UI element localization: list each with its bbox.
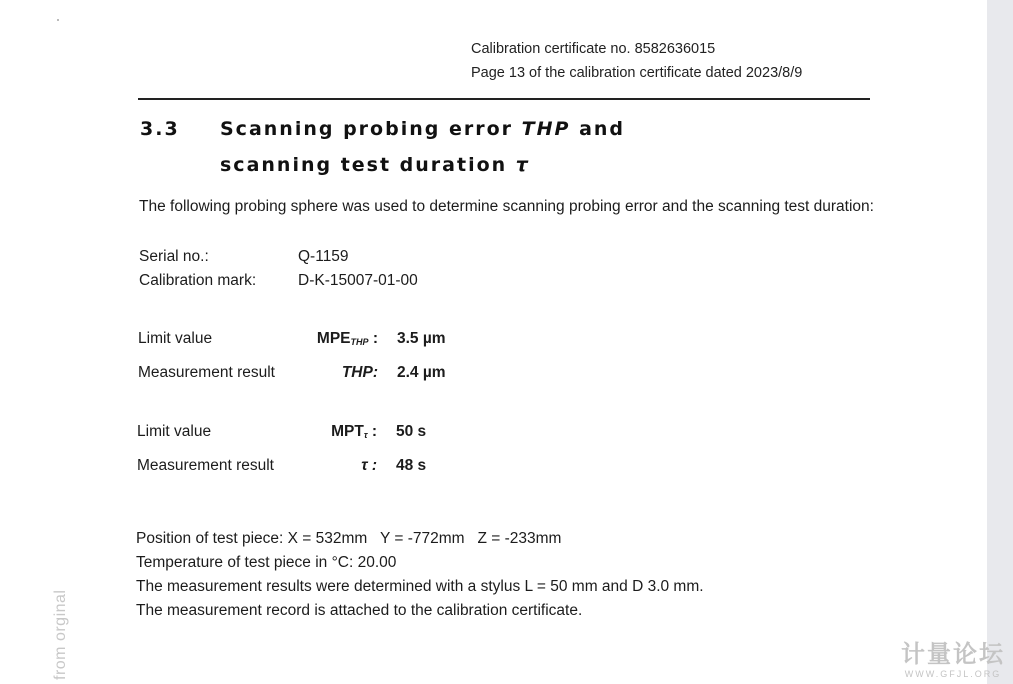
serial-value: Q-1159 [298, 248, 349, 265]
limit-value: 50 s [396, 423, 427, 440]
result-value: 48 s [396, 457, 427, 474]
section-title-line1 [220, 118, 625, 140]
header-divider [138, 98, 870, 100]
title-symbol: THP [521, 118, 571, 140]
page-info: Page 13 of the calibration certificate dated 2023/8/9 [471, 65, 803, 81]
result-value: 2.4 µm [397, 364, 446, 381]
test-temperature: Temperature of test piece in °C: 20.00 [136, 554, 397, 571]
section-number: 3.3 [140, 118, 180, 140]
result-label: Measurement result [137, 457, 274, 474]
title-text: scanning test duration [220, 154, 508, 176]
calibration-value: D-K-15007-01-00 [298, 272, 418, 289]
result-symbol: THP: [341, 364, 378, 381]
symbol-main: MPT [331, 423, 364, 440]
calibration-label: Calibration mark: [139, 272, 257, 289]
title-text: Scanning probing error [220, 118, 514, 140]
symbol-main: MPE [316, 330, 351, 347]
symbol-subscript: THP [350, 337, 369, 347]
title-symbol: τ [515, 154, 530, 176]
limit-value: 3.5 µm [397, 330, 446, 347]
limit-symbol [258, 330, 378, 348]
result-label: Measurement result [138, 364, 275, 381]
certificate-header [471, 37, 802, 85]
watermark-name: 计量论坛 [901, 640, 1005, 668]
symbol-colon: : [371, 423, 377, 440]
limit-symbol [257, 423, 377, 441]
section-title-line2 [220, 154, 530, 176]
forum-watermark [901, 634, 1005, 679]
test-details [136, 527, 704, 623]
title-text: and [579, 118, 626, 140]
symbol-colon: : [372, 330, 378, 347]
serial-label: Serial no.: [139, 248, 209, 265]
symbol-subscript: τ [363, 430, 368, 440]
side-note: from orginal [52, 589, 69, 680]
certificate-number: Calibration certificate no. 8582636015 [471, 41, 716, 57]
scan-speck [57, 19, 59, 21]
intro-paragraph: The following probing sphere was used to determine scanning probing error and the scanning test duration: [139, 198, 874, 215]
scrollbar-gutter[interactable] [987, 0, 1013, 684]
watermark-url: WWW.GFJL.ORG [904, 669, 1002, 679]
test-position: Position of test piece: X = 532mm Y = -772mm Z = -233mm [136, 530, 562, 547]
result-symbol: τ : [361, 457, 377, 474]
stylus-info: The measurement results were determined with a stylus L = 50 mm and D 3.0 mm. [136, 578, 704, 595]
limit-label: Limit value [138, 330, 213, 347]
record-note: The measurement record is attached to the calibration certificate. [136, 602, 583, 619]
limit-label: Limit value [137, 423, 212, 440]
